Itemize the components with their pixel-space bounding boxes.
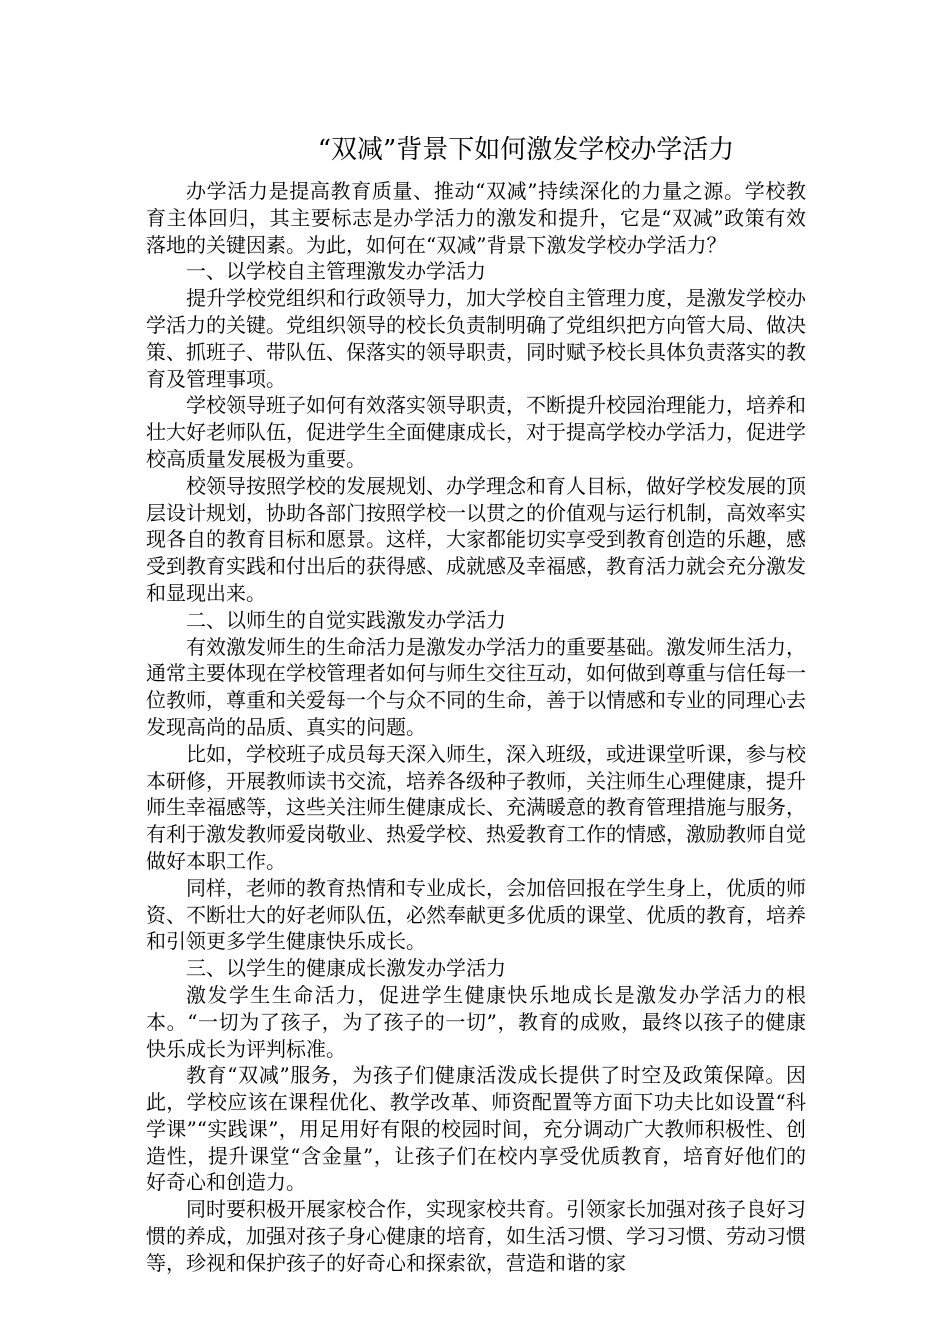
section-heading-1: 一、以学校自主管理激发办学活力	[186, 259, 486, 284]
paragraph-3-1: 激发学生生命活力，促进学生健康快乐地成长是激发办学活力的根本。“一切为了孩子，为了孩子的一切”，教育的成败，最终以孩子的健康快乐成长为评判标准。	[146, 982, 806, 1061]
paragraph-1-3: 校领导按照学校的发展规划、办学理念和育人目标，做好学校发展的顶层设计规划，协助各部门按照学校一以贯之的价值观与运行机制，高效率实现各自的教育目标和愿景。这样，大家都能切实享受到教育创造的乐趣，感受到教育实践和付出后的获得感、成就感及幸福感，教育活力就会充分激发和显现出来。	[146, 473, 806, 605]
paragraph-intro: 办学活力是提高教育质量、推动“双减”持续深化的力量之源。学校教育主体回归，其主要标志是办学活力的激发和提升，它是“双减”政策有效落地的关键因素。为此，如何在“双减”背景下激发学校办学活力？	[146, 179, 806, 257]
paragraph-1-1: 提升学校党组织和行政领导力，加大学校自主管理力度，是激发学校办学活力的关键。党组织领导的校长负责制明确了党组织把方向管大局、做决策、抓班子、带队伍、保落实的领导职责，同时赋予校长具体负责落实的教育及管理事项。	[146, 286, 806, 391]
paragraph-1-2: 学校领导班子如何有效落实领导职责，不断提升校园治理能力，培养和壮大好老师队伍，促进学生全面健康成长，对于提高学校办学活力，促进学校高质量发展极为重要。	[146, 393, 806, 471]
paragraph-3-2: 教育“双减”服务，为孩子们健康活泼成长提供了时空及政策保障。因此，学校应该在课程优化、教学改革、师资配置等方面下功夫比如设置“科学课”“实践课”，用足用好有限的校园时间，充分调动广大教师积极性、创造性，提升课堂“含金量”，让孩子们在校内享受优质教育，培育好他们的好奇心和创造力。	[146, 1063, 806, 1195]
document-page	[146, 130, 806, 1277]
paragraph-2-3: 同样，老师的教育热情和专业成长，会加倍回报在学生身上，优质的师资、不断壮大的好老师队伍，必然奉献更多优质的课堂、优质的教育，培养和引领更多学生健康快乐成长。	[146, 875, 806, 954]
paragraph-2-2: 比如，学校班子成员每天深入师生，深入班级，或进课堂听课，参与校本研修，开展教师读书交流，培养各级种子教师，关注师生心理健康，提升师生幸福感等，这些关注师生健康成长、充满暖意的教育管理措施与服务，有利于激发教师爱岗敬业、热爱学校、热爱教育工作的情感，激励教师自觉做好本职工作。	[146, 741, 806, 873]
document-title: “双减”背景下如何激发学校办学活力	[317, 135, 735, 165]
paragraph-2-1: 有效激发师生的生命活力是激发办学活力的重要基础。激发师生活力，通常主要体现在学校管理者如何与师生交往互动，如何做到尊重与信任每一位教师，尊重和关爱每一个与众不同的生命，善于以情感和专业的同理心去发现高尚的品质、真实的问题。	[146, 634, 806, 739]
paragraph-3-3: 同时要积极开展家校合作，实现家校共育。引领家长加强对孩子良好习惯的养成，加强对孩子身心健康的培育，如生活习惯、学习习惯、劳动习惯等，珍视和保护孩子的好奇心和探索欲，营造和谐的家	[146, 1197, 806, 1275]
section-heading-2: 二、以师生的自觉实践激发办学活力	[186, 607, 506, 632]
section-heading-3: 三、以学生的健康成长激发办学活力	[186, 956, 506, 981]
